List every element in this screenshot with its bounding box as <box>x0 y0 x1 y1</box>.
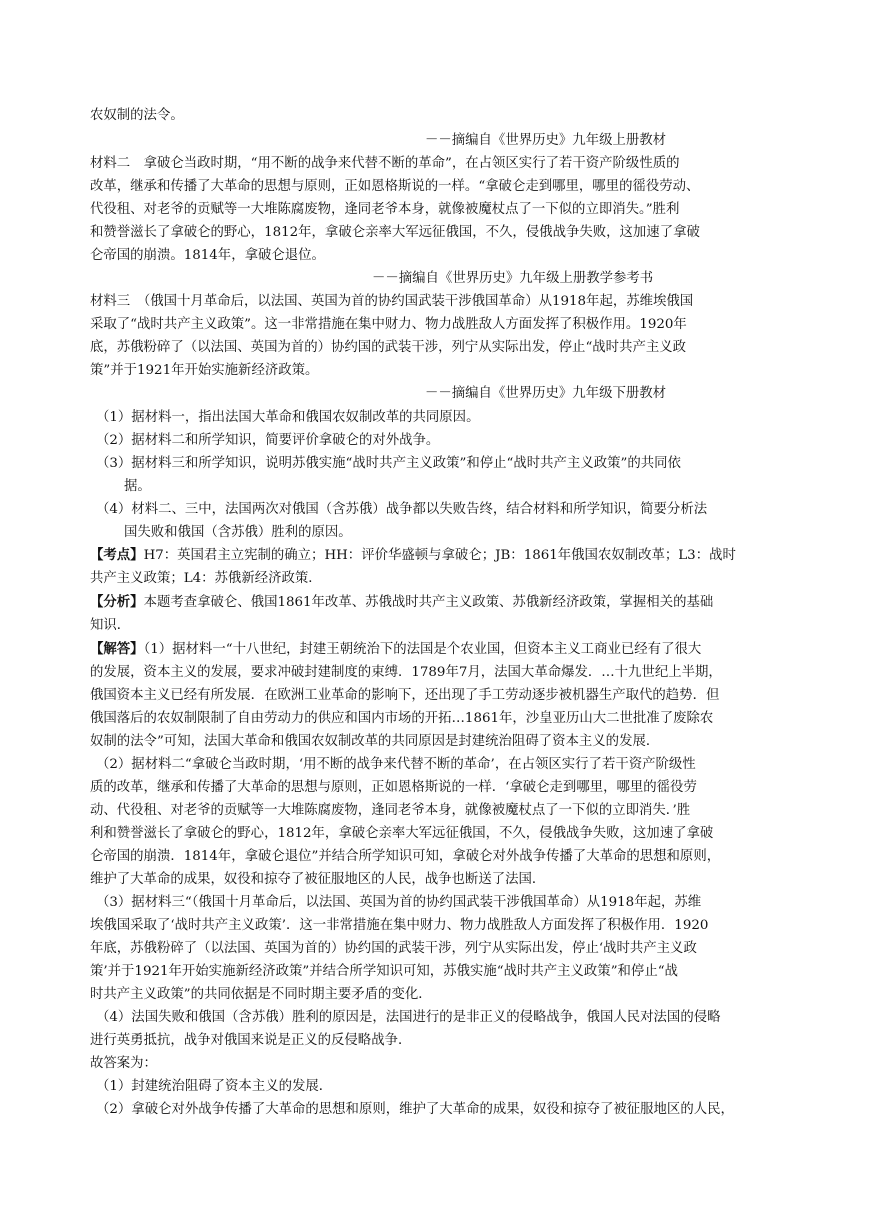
fenxi-label: 【分析】 <box>90 594 144 610</box>
text-line: 仑帝国的崩溃。1814年，拿破仑退位。 <box>90 248 325 263</box>
text-line: 策”并于1921年开始实施新经济政策。 <box>90 363 319 378</box>
source-citation: －－摘编自《世界历史》九年级下册教材 <box>425 386 667 401</box>
text-line: 维护了大革命的成果，奴役和掠夺了被征服地区的人民，战争也断送了法国． <box>90 872 546 887</box>
answer-heading: 故答案为： <box>90 1056 157 1071</box>
text-line: 仑帝国的崩溃．1814年，拿破仑退位”并结合所学知识可知，拿破仑对外战争传播了大革命的思想和原则， <box>90 849 721 864</box>
text-line: 采取了“战时共产主义政策”。这一非常措施在集中财力、物力战胜敌人方面发挥了积极作用。1920年 <box>90 317 687 332</box>
text-line: 动、代役租、对老爷的贡赋等一大堆陈腐废物，逢同老爷本身，就像被魔杖点了一下似的立即消失．’胜 <box>90 803 691 818</box>
question-3: （3）据材料三和所学知识，说明苏俄实施“战时共产主义政策”和停止“战时共产主义政策”的共同依 <box>96 456 681 471</box>
text-line: 知识． <box>90 618 131 633</box>
kaodian-text: H7：英国君主立宪制的确立；HH：评价华盛顿与拿破仑；JB：1861年俄国农奴制改革；L3：战时 <box>143 548 736 563</box>
text-line: 国失败和俄国（含苏俄）胜利的原因。 <box>124 525 352 540</box>
jieda-text: （1）据材料一“十八世纪，封建王朝统治下的法国是个农业国，但资本主义工商业已经有了很大 <box>143 642 702 657</box>
text-line: 共产主义政策；L4：苏俄新经济政策． <box>90 571 322 586</box>
text-line: 奴制的法令”可知，法国大革命和俄国农奴制改革的共同原因是封建统治阻碍了资本主义的发展． <box>90 734 660 749</box>
jieda-line <box>90 638 790 661</box>
text-line: 俄国落后的农奴制限制了自由劳动力的供应和国内市场的开拓…1861年，沙皇亚历山大二世批准了废除农 <box>90 711 714 726</box>
fenxi-text: 本题考查拿破仑、俄国1861年改革、苏俄战时共产主义政策、苏俄新经济政策，掌握相关的基础 <box>143 595 714 610</box>
source-citation: －－摘编自《世界历史》九年级上册教学参考书 <box>372 271 654 286</box>
source-citation: －－摘编自《世界历史》九年级上册教材 <box>425 133 667 148</box>
text-line: 质的改革，继承和传播了大革命的思想与原则，正如恩格斯说的一样．‘拿破仑走到哪里，哪里的徭役劳 <box>90 780 697 795</box>
text-line: 年底，苏俄粉碎了（以法国、英国为首的）协约国的武装干涉，列宁从实际出发，停止‘战时共产主义政 <box>90 941 697 956</box>
final-answer-1: （1）封建统治阻碍了资本主义的发展． <box>96 1079 333 1094</box>
answer-2: （2）据材料二“拿破仑当政时期，‘用不断的战争来代替不断的革命’，在占领区实行了若干资产阶级性 <box>96 757 696 772</box>
answer-4: （4）法国失败和俄国（含苏俄）胜利的原因是，法国进行的是非正义的侵略战争，俄国人民对法国的侵略 <box>96 1010 721 1025</box>
text-line: 的发展，资本主义的发展，要求冲破封建制度的束缚．1789年7月，法国大革命爆发．…十九世纪上半期， <box>90 665 722 680</box>
answer-3: （3）据材料三“（俄国十月革命后，以法国、英国为首的协约国武装干涉俄国革命）从1918年起，苏维 <box>96 895 702 910</box>
text-line: 俄国资本主义已经有所发展．在欧洲工业革命的影响下，还出现了手工劳动逐步被机器生产取代的趋势．但 <box>90 688 720 703</box>
text-line: 农奴制的法令。 <box>90 108 184 123</box>
text-line: 利和赞誉滋长了拿破仑的野心，1812年，拿破仑亲率大军远征俄国，不久，侵俄战争失败，这加速了拿破 <box>90 826 714 841</box>
final-answer-2: （2）拿破仑对外战争传播了大革命的思想和原则，维护了大革命的成果，奴役和掠夺了被征服地区的人民， <box>96 1102 734 1117</box>
fenxi-line <box>90 591 790 614</box>
text-line: 进行英勇抵抗，战争对俄国来说是正义的反侵略战争． <box>90 1033 412 1048</box>
kaodian-line <box>90 544 790 567</box>
kaodian-label: 【考点】 <box>90 547 144 563</box>
text-line: 据。 <box>124 479 151 494</box>
jieda-label: 【解答】 <box>90 641 144 657</box>
material-three: 材料三 （俄国十月革命后，以法国、英国为首的协约国武装干涉俄国革命）从1918年起，苏维埃俄国 <box>90 294 694 309</box>
text-line: 时共产主义政策”的共同依据是不同时期主要矛盾的变化． <box>90 987 432 1002</box>
text-line: 策’并于1921年开始实施新经济政策”并结合所学知识可知，苏俄实施“战时共产主义政策”和停止“战 <box>90 964 678 979</box>
question-1: （1）据材料一，指出法国大革命和俄国农奴制改革的共同原因。 <box>96 410 480 425</box>
text-line: 代役租、对老爷的贡赋等一大堆陈腐废物，逢同老爷本身，就像被魔杖点了一下似的立即消失。”胜利 <box>90 202 680 217</box>
text-line: 埃俄国采取了‘战时共产主义政策’．这一非常措施在集中财力、物力战胜敌人方面发挥了积极作用．1920 <box>90 918 709 933</box>
material-two: 材料二 拿破仑当政时期，“用不断的战争来代替不断的革命”，在占领区实行了若干资产阶级性质的 <box>90 156 680 171</box>
question-2: （2）据材料二和所学知识，简要评价拿破仑的对外战争。 <box>96 433 440 448</box>
text-line: 和赞誉滋长了拿破仑的野心，1812年，拿破仑亲率大军远征俄国，不久，侵俄战争失败，这加速了拿破 <box>90 225 700 240</box>
text-line: 底，苏俄粉碎了（以法国、英国为首的）协约国的武装干涉，列宁从实际出发，停止“战时共产主义政 <box>90 340 687 355</box>
question-4: （4）材料二、三中，法国两次对俄国（含苏俄）战争都以失败告终，结合材料和所学知识，简要分析法 <box>96 502 708 517</box>
text-line: 改革，继承和传播了大革命的思想与原则，正如恩格斯说的一样。“拿破仑走到哪里，哪里的徭役劳动、 <box>90 179 700 194</box>
